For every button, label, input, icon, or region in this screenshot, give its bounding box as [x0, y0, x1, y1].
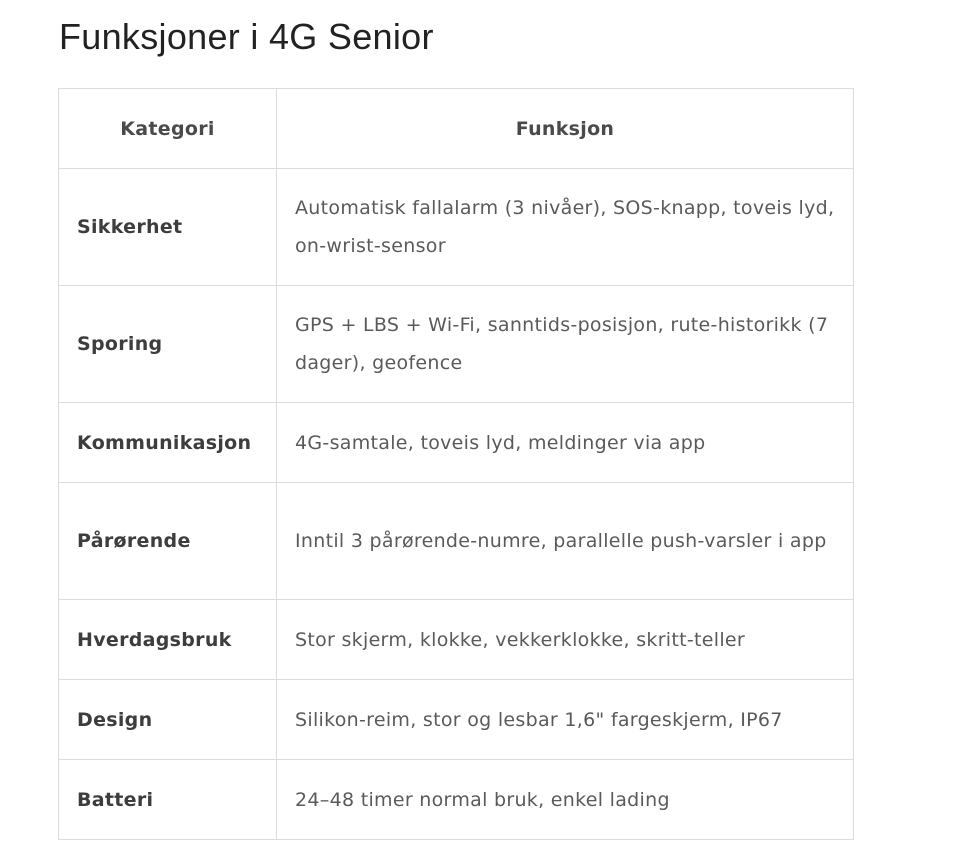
- features-table: [58, 88, 854, 840]
- category-cell: Kommunikasjon: [59, 403, 277, 483]
- table-row: [59, 600, 854, 680]
- table-row: [59, 403, 854, 483]
- category-cell: Hverdagsbruk: [59, 600, 277, 680]
- feature-cell: Stor skjerm, klokke, vekkerklokke, skritt-teller: [277, 600, 854, 680]
- table-row: [59, 483, 854, 600]
- category-cell: Sporing: [59, 286, 277, 403]
- table-row: [59, 680, 854, 760]
- column-header-funksjon: Funksjon: [277, 89, 854, 169]
- feature-cell: Silikon-reim, stor og lesbar 1,6" fargeskjerm, IP67: [277, 680, 854, 760]
- feature-cell: GPS + LBS + Wi-Fi, sanntids-posisjon, rute-historikk (7 dager), geofence: [277, 286, 854, 403]
- page-title: Funksjoner i 4G Senior: [59, 16, 434, 57]
- feature-cell: Inntil 3 pårørende-numre, parallelle push-varsler i app: [277, 483, 854, 600]
- feature-cell: Automatisk fallalarm (3 nivåer), SOS-knapp, toveis lyd, on-wrist-sensor: [277, 169, 854, 286]
- table-header-row: [59, 89, 854, 169]
- table-row: [59, 760, 854, 840]
- table-row: [59, 169, 854, 286]
- feature-cell: 24–48 timer normal bruk, enkel lading: [277, 760, 854, 840]
- category-cell: Pårørende: [59, 483, 277, 600]
- feature-cell: 4G-samtale, toveis lyd, meldinger via app: [277, 403, 854, 483]
- category-cell: Design: [59, 680, 277, 760]
- column-header-kategori: Kategori: [59, 89, 277, 169]
- table-row: [59, 286, 854, 403]
- category-cell: Sikkerhet: [59, 169, 277, 286]
- category-cell: Batteri: [59, 760, 277, 840]
